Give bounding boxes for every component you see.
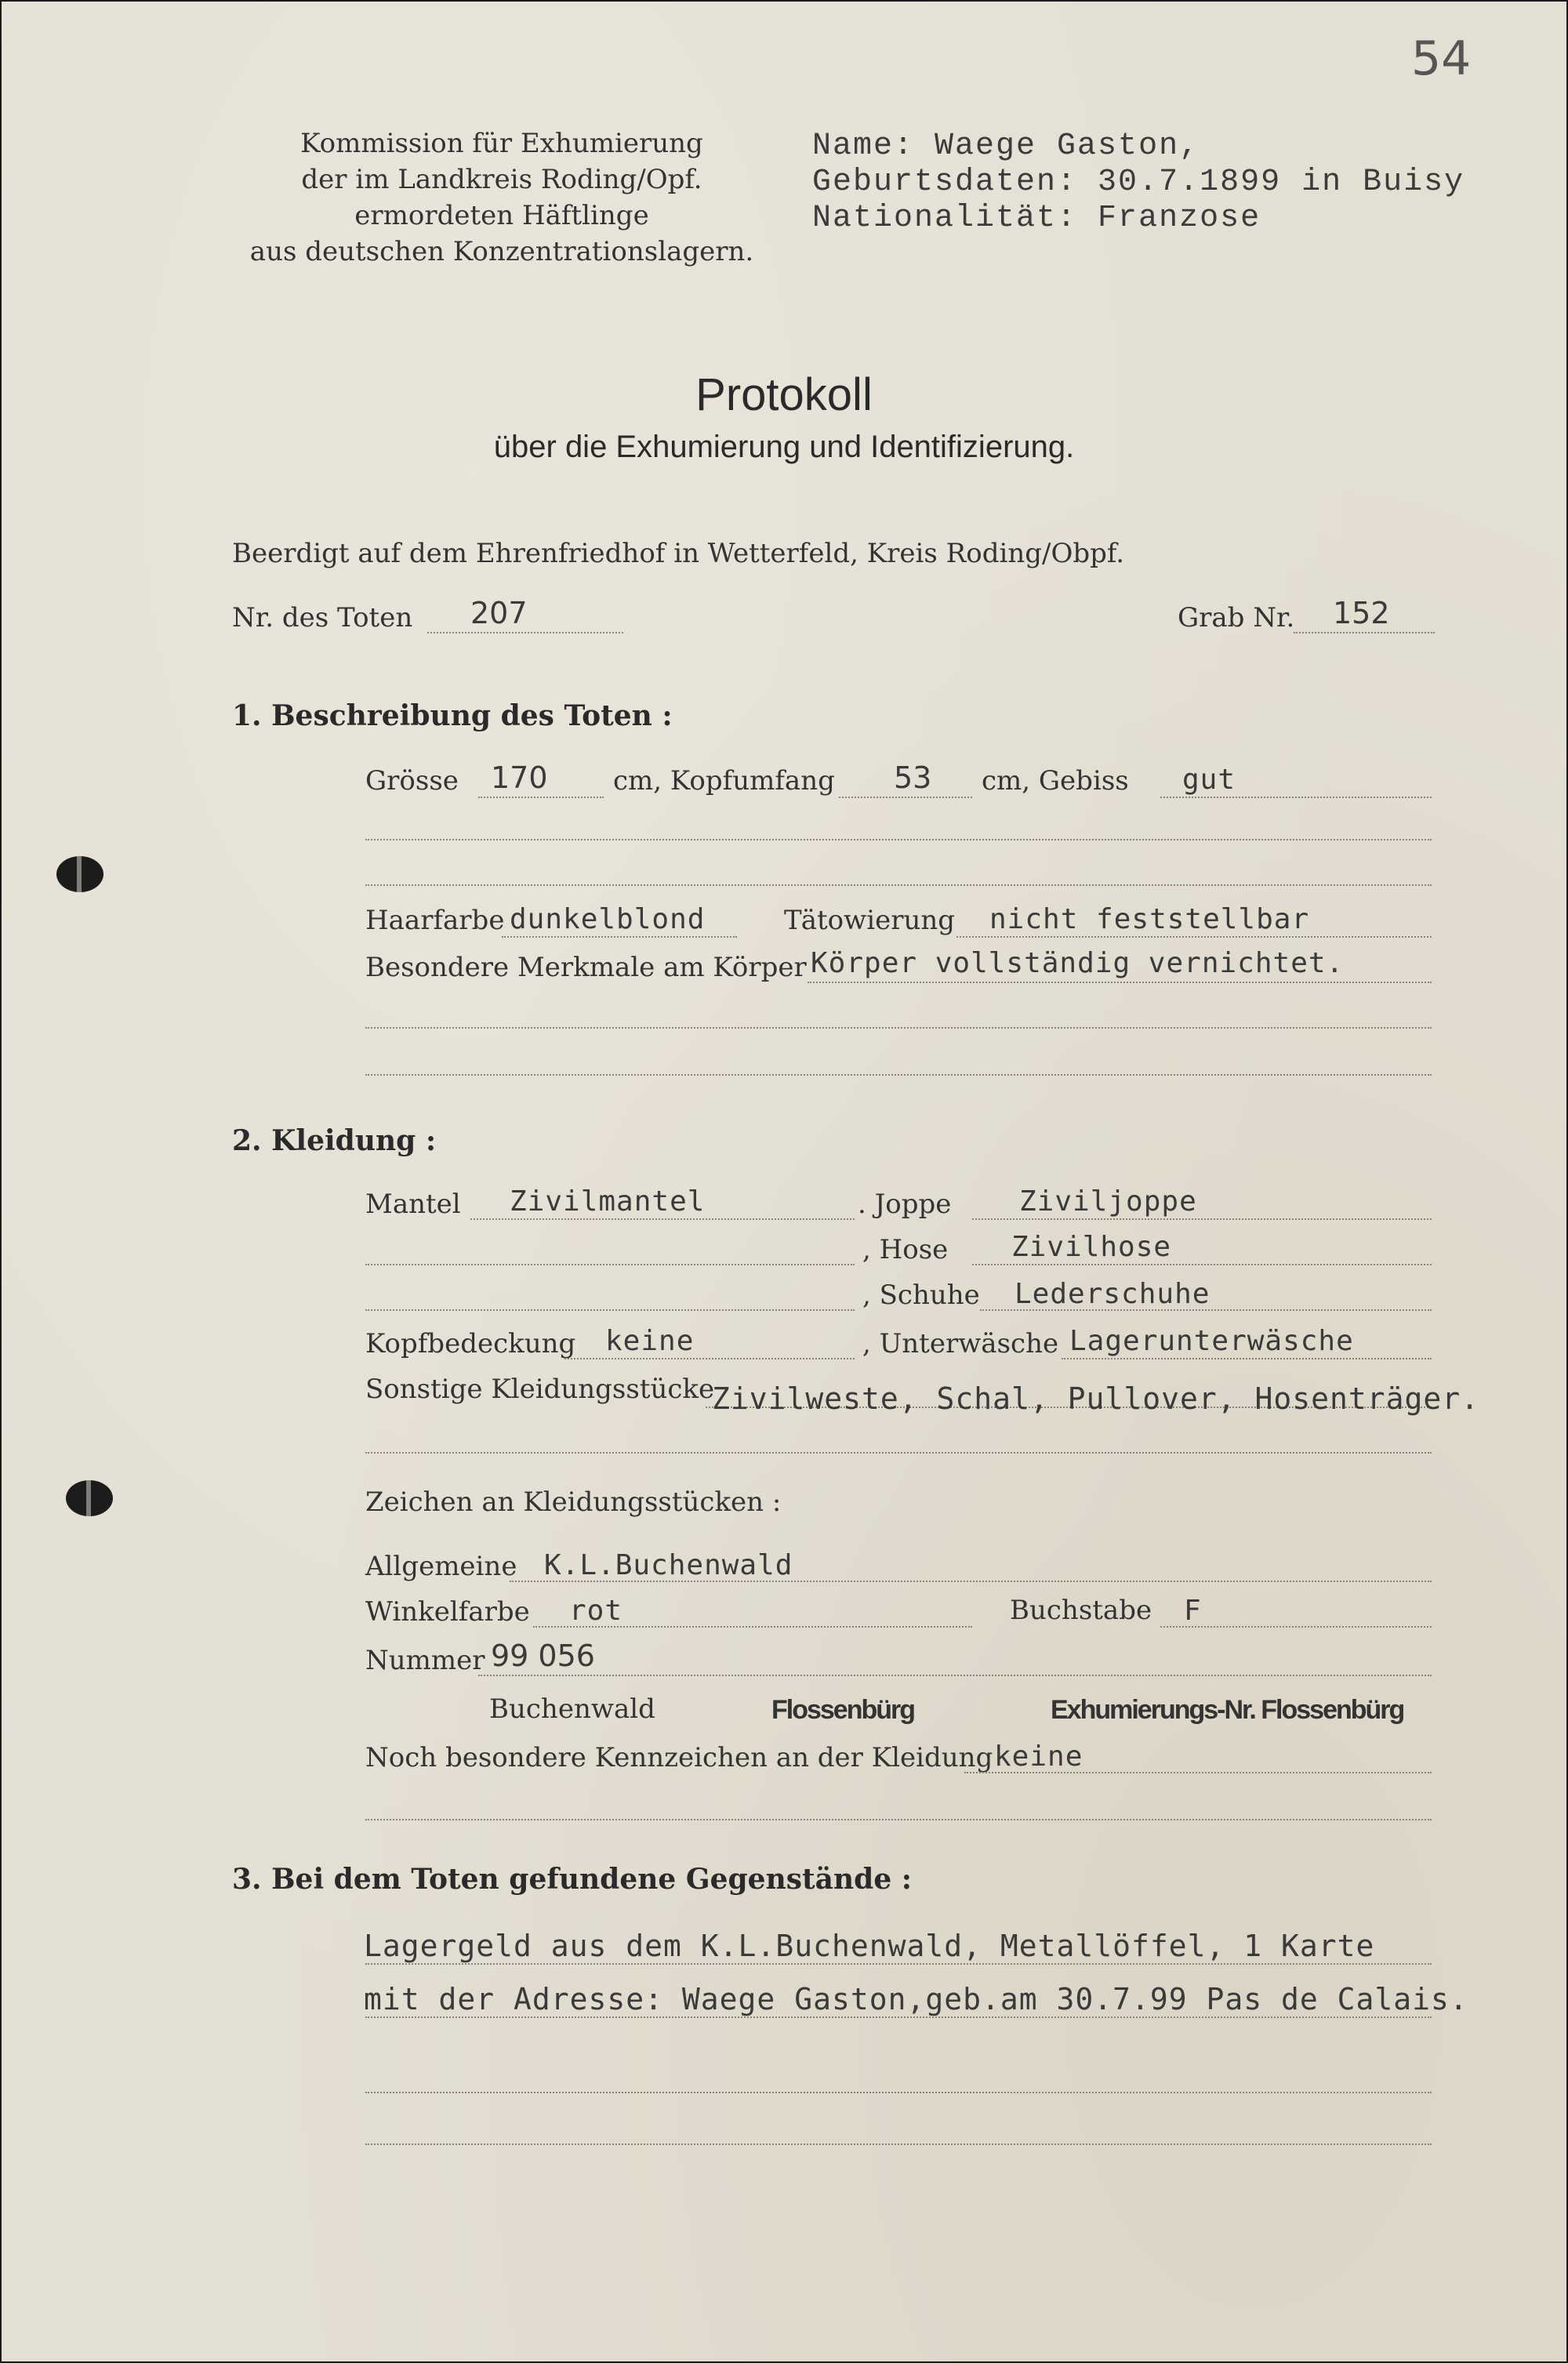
unterwaesche-value: Lagerunterwäsche	[1069, 1325, 1354, 1357]
kopfumfang-line	[839, 797, 972, 798]
schuhe-label: , Schuhe	[862, 1280, 980, 1311]
kopfumfang-label: cm, Kopfumfang	[613, 765, 835, 797]
merkmale-value: Körper vollständig vernichtet.	[811, 947, 1345, 979]
grave-number-line	[1294, 632, 1435, 633]
sonstige-value: Zivilweste, Schal, Pullover, Hosenträger.	[712, 1381, 1479, 1416]
commission-line-2: der im Landkreis Roding/Opf.	[301, 164, 702, 195]
person-nationality: Nationalität: Franzose	[812, 201, 1261, 236]
allgemeine-value: K.L.Buchenwald	[544, 1549, 793, 1581]
hose-label: , Hose	[862, 1234, 949, 1265]
commission-line-4: aus deutschen Konzentrationslagern.	[249, 236, 754, 267]
grave-number-value: 152	[1333, 596, 1390, 630]
merkmale-label: Besondere Merkmale am Körper	[365, 952, 807, 983]
schuhe-value: Lederschuhe	[1014, 1278, 1210, 1310]
commission-line-3: ermordeten Häftlinge	[354, 200, 649, 231]
joppe-line	[972, 1218, 1432, 1220]
dead-number-value: 207	[470, 596, 528, 630]
flossenbuerg-label: Flossenbürg	[771, 1695, 915, 1725]
mantel-line	[470, 1218, 855, 1220]
blank-line-8	[365, 1819, 1432, 1820]
taetowierung-line	[956, 936, 1432, 938]
document-subtitle: über die Exhumierung und Identifizierung.	[493, 430, 1075, 464]
haarfarbe-label: Haarfarbe	[365, 905, 505, 936]
joppe-label: . Joppe	[858, 1189, 952, 1220]
section-1-heading: 1. Beschreibung des Toten :	[232, 699, 673, 732]
sonstige-label: Sonstige Kleidungsstücke	[365, 1374, 715, 1405]
merkmale-line	[808, 982, 1432, 983]
person-birth: Geburtsdaten: 30.7.1899 in Buisy	[812, 165, 1465, 200]
items-underline-2	[365, 2016, 1432, 2018]
dead-number-line	[427, 632, 623, 633]
haarfarbe-line	[502, 936, 737, 938]
groesse-value: 170	[491, 760, 548, 795]
joppe-value: Ziviljoppe	[1019, 1185, 1197, 1218]
kennzeichen-label: Noch besondere Kennzeichen an der Kleidung	[365, 1742, 993, 1773]
hose-line	[972, 1264, 1432, 1265]
gebiss-value: gut	[1182, 764, 1236, 796]
winkelfarbe-label: Winkelfarbe	[365, 1596, 530, 1628]
items-underline-1	[365, 1963, 1432, 1965]
document-title: Protokoll	[695, 369, 873, 420]
nummer-label: Nummer	[365, 1645, 485, 1676]
zeichen-label: Zeichen an Kleidungsstücken :	[365, 1486, 782, 1518]
person-block	[812, 129, 1465, 237]
buchstabe-label: Buchstabe	[1010, 1595, 1152, 1626]
blank-line-5	[365, 1264, 855, 1265]
kopfbedeckung-line	[564, 1358, 855, 1359]
blank-line-7	[365, 1452, 1432, 1454]
taetowierung-label: Tätowierung	[784, 905, 956, 936]
kennzeichen-value: keine	[994, 1740, 1083, 1773]
items-line-2: mit der Adresse: Waege Gaston,geb.am 30.7.99 Pas de Calais.	[364, 1982, 1468, 2016]
taetowierung-value: nicht feststellbar	[989, 903, 1310, 935]
commission-header	[235, 125, 768, 270]
winkelfarbe-value: rot	[569, 1595, 623, 1627]
grave-number-label: Grab Nr.	[1178, 602, 1295, 633]
blank-line-3	[365, 1027, 1432, 1029]
gebiss-label: cm, Gebiss	[982, 765, 1129, 797]
blank-line-9	[365, 2092, 1432, 2093]
page-number: 54	[1411, 31, 1472, 86]
section-3-heading: 3. Bei dem Toten gefundene Gegenstände :	[232, 1863, 913, 1896]
kopfumfang-value: 53	[894, 760, 932, 795]
dead-number-label: Nr. des Toten	[232, 602, 413, 633]
nummer-value: 99 056	[491, 1639, 595, 1673]
gebiss-line	[1160, 797, 1432, 798]
blank-line-2	[365, 884, 1432, 886]
hose-value: Zivilhose	[1011, 1231, 1172, 1263]
person-name: Name: Waege Gaston,	[812, 129, 1200, 164]
blank-line-6	[365, 1309, 855, 1311]
kopfbedeckung-label: Kopfbedeckung	[365, 1328, 576, 1359]
groesse-label: Grösse	[365, 765, 459, 797]
punch-hole-bottom	[66, 1480, 113, 1516]
mantel-label: Mantel	[365, 1189, 461, 1220]
commission-line-1: Kommission für Exhumierung	[300, 128, 703, 159]
allgemeine-label: Allgemeine	[365, 1551, 517, 1582]
groesse-line	[478, 797, 604, 798]
section-2-heading: 2. Kleidung :	[232, 1124, 437, 1157]
unterwaesche-label: , Unterwäsche	[862, 1328, 1059, 1359]
buchenwald-label: Buchenwald	[489, 1693, 655, 1725]
items-line-1: Lagergeld aus dem K.L.Buchenwald, Metallöffel, 1 Karte	[364, 1929, 1375, 1963]
blank-line-10	[365, 2143, 1432, 2145]
punch-hole-top	[56, 856, 103, 892]
burial-place: Beerdigt auf dem Ehrenfriedhof in Wetterfeld, Kreis Roding/Obpf.	[232, 538, 1125, 569]
buchstabe-value: F	[1184, 1595, 1202, 1627]
nummer-line	[478, 1675, 1432, 1676]
mantel-value: Zivilmantel	[510, 1185, 706, 1218]
blank-line-1	[365, 839, 1432, 840]
kopfbedeckung-value: keine	[605, 1325, 695, 1357]
exhumierungs-nr-label: Exhumierungs-Nr. Flossenbürg	[1051, 1695, 1404, 1725]
haarfarbe-value: dunkelblond	[510, 903, 706, 935]
blank-line-4	[365, 1074, 1432, 1076]
unterwaesche-line	[1062, 1358, 1432, 1359]
